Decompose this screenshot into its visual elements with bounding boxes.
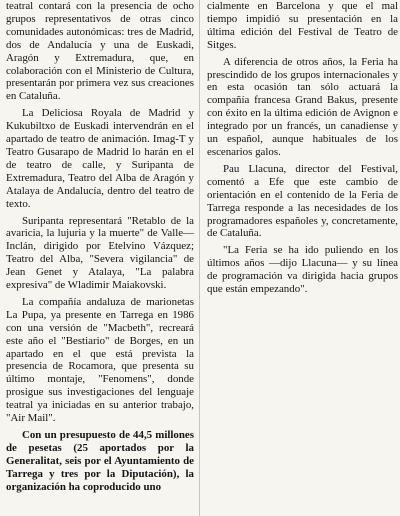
article-paragraph: Pau Llacuna, director del Festival, comentó a Efe que este cambio de orientación en el contenido de la Feria de Tarrega responde a las necesidades de los programadores españoles y, concretamente, de Cataluña.	[207, 162, 398, 240]
article-paragraph: Con un presupuesto de 44,5 millones de pesetas (25 aportados por la Generalitat, seis por el Ayuntamiento de Tarrega y tres por la Diputación), la organización ha coproducido uno	[6, 429, 194, 493]
column-divider	[199, 0, 200, 516]
article-paragraph: cialmente en Barcelona y que el mal tiempo impidió su presentación en la última edición del Festival de Teatro de Sitges.	[207, 0, 398, 51]
article-paragraph: La compañía andaluza de marionetas La Pupa, ya presente en Tarrega en 1986 con una versión de "Macbeth", recreará este año el "Bestiario" de Borges, en un apartado en el que está prevista la presencia de Rocamora, que presenta su último montaje, "Fenomens", donde prosigue sus investigaciones del lenguaje teatral ya iniciadas en su anterior trabajo, "Air Mail".	[6, 295, 194, 425]
article-column-right	[207, 0, 398, 296]
article-paragraph: Suripanta representará "Retablo de la avaricia, la lujuria y la muerte" de Valle—Inclán, dirigido por Etelvino Vázquez; Teatro del Alba, "Severa vigilancia" de Jean Genet y Atalaya, "La palabra expresiva" de Wladimir Maiakovski.	[6, 214, 194, 292]
article-paragraph: La Deliciosa Royala de Madrid y Kukubiltxo de Euskadi intervendrán en el apartado de teatro de animación. Imag-T y Teatro Gusarapo de Madrid lo harán en el de teatro de calle, y Suripanta de Extremadura, Teatro del Alba de Aragón y Atalaya de Andalucía, dentro del teatro de texto.	[6, 107, 194, 210]
article-paragraph: "La Feria se ha ido puliendo en los últimos años —dijo Llacuna— y su línea de programación va dirigida hacia grupos que están empezando".	[207, 244, 398, 296]
article-paragraph: A diferencia de otros años, la Feria ha prescindido de los grupos internacionales y en esta ocasión tan sólo actuará la compañía francesa Grand Bakus, presente con éxito en la última edición de Avignon e integrado por un francés, un canadiense y un español, aunque habituales de los escenarios galos.	[207, 55, 398, 158]
article-paragraph: teatral contará con la presencia de ocho grupos representativos de otras cinco comunidades autonómicas: tres de Madrid, dos de Andalucía y una de Euskadi, Aragón y Extremadura, que, en colaboración con el Ministerio de Cultura, presentarán por primera vez sus creaciones en Cataluña.	[6, 0, 194, 103]
article-column-left	[6, 0, 194, 494]
